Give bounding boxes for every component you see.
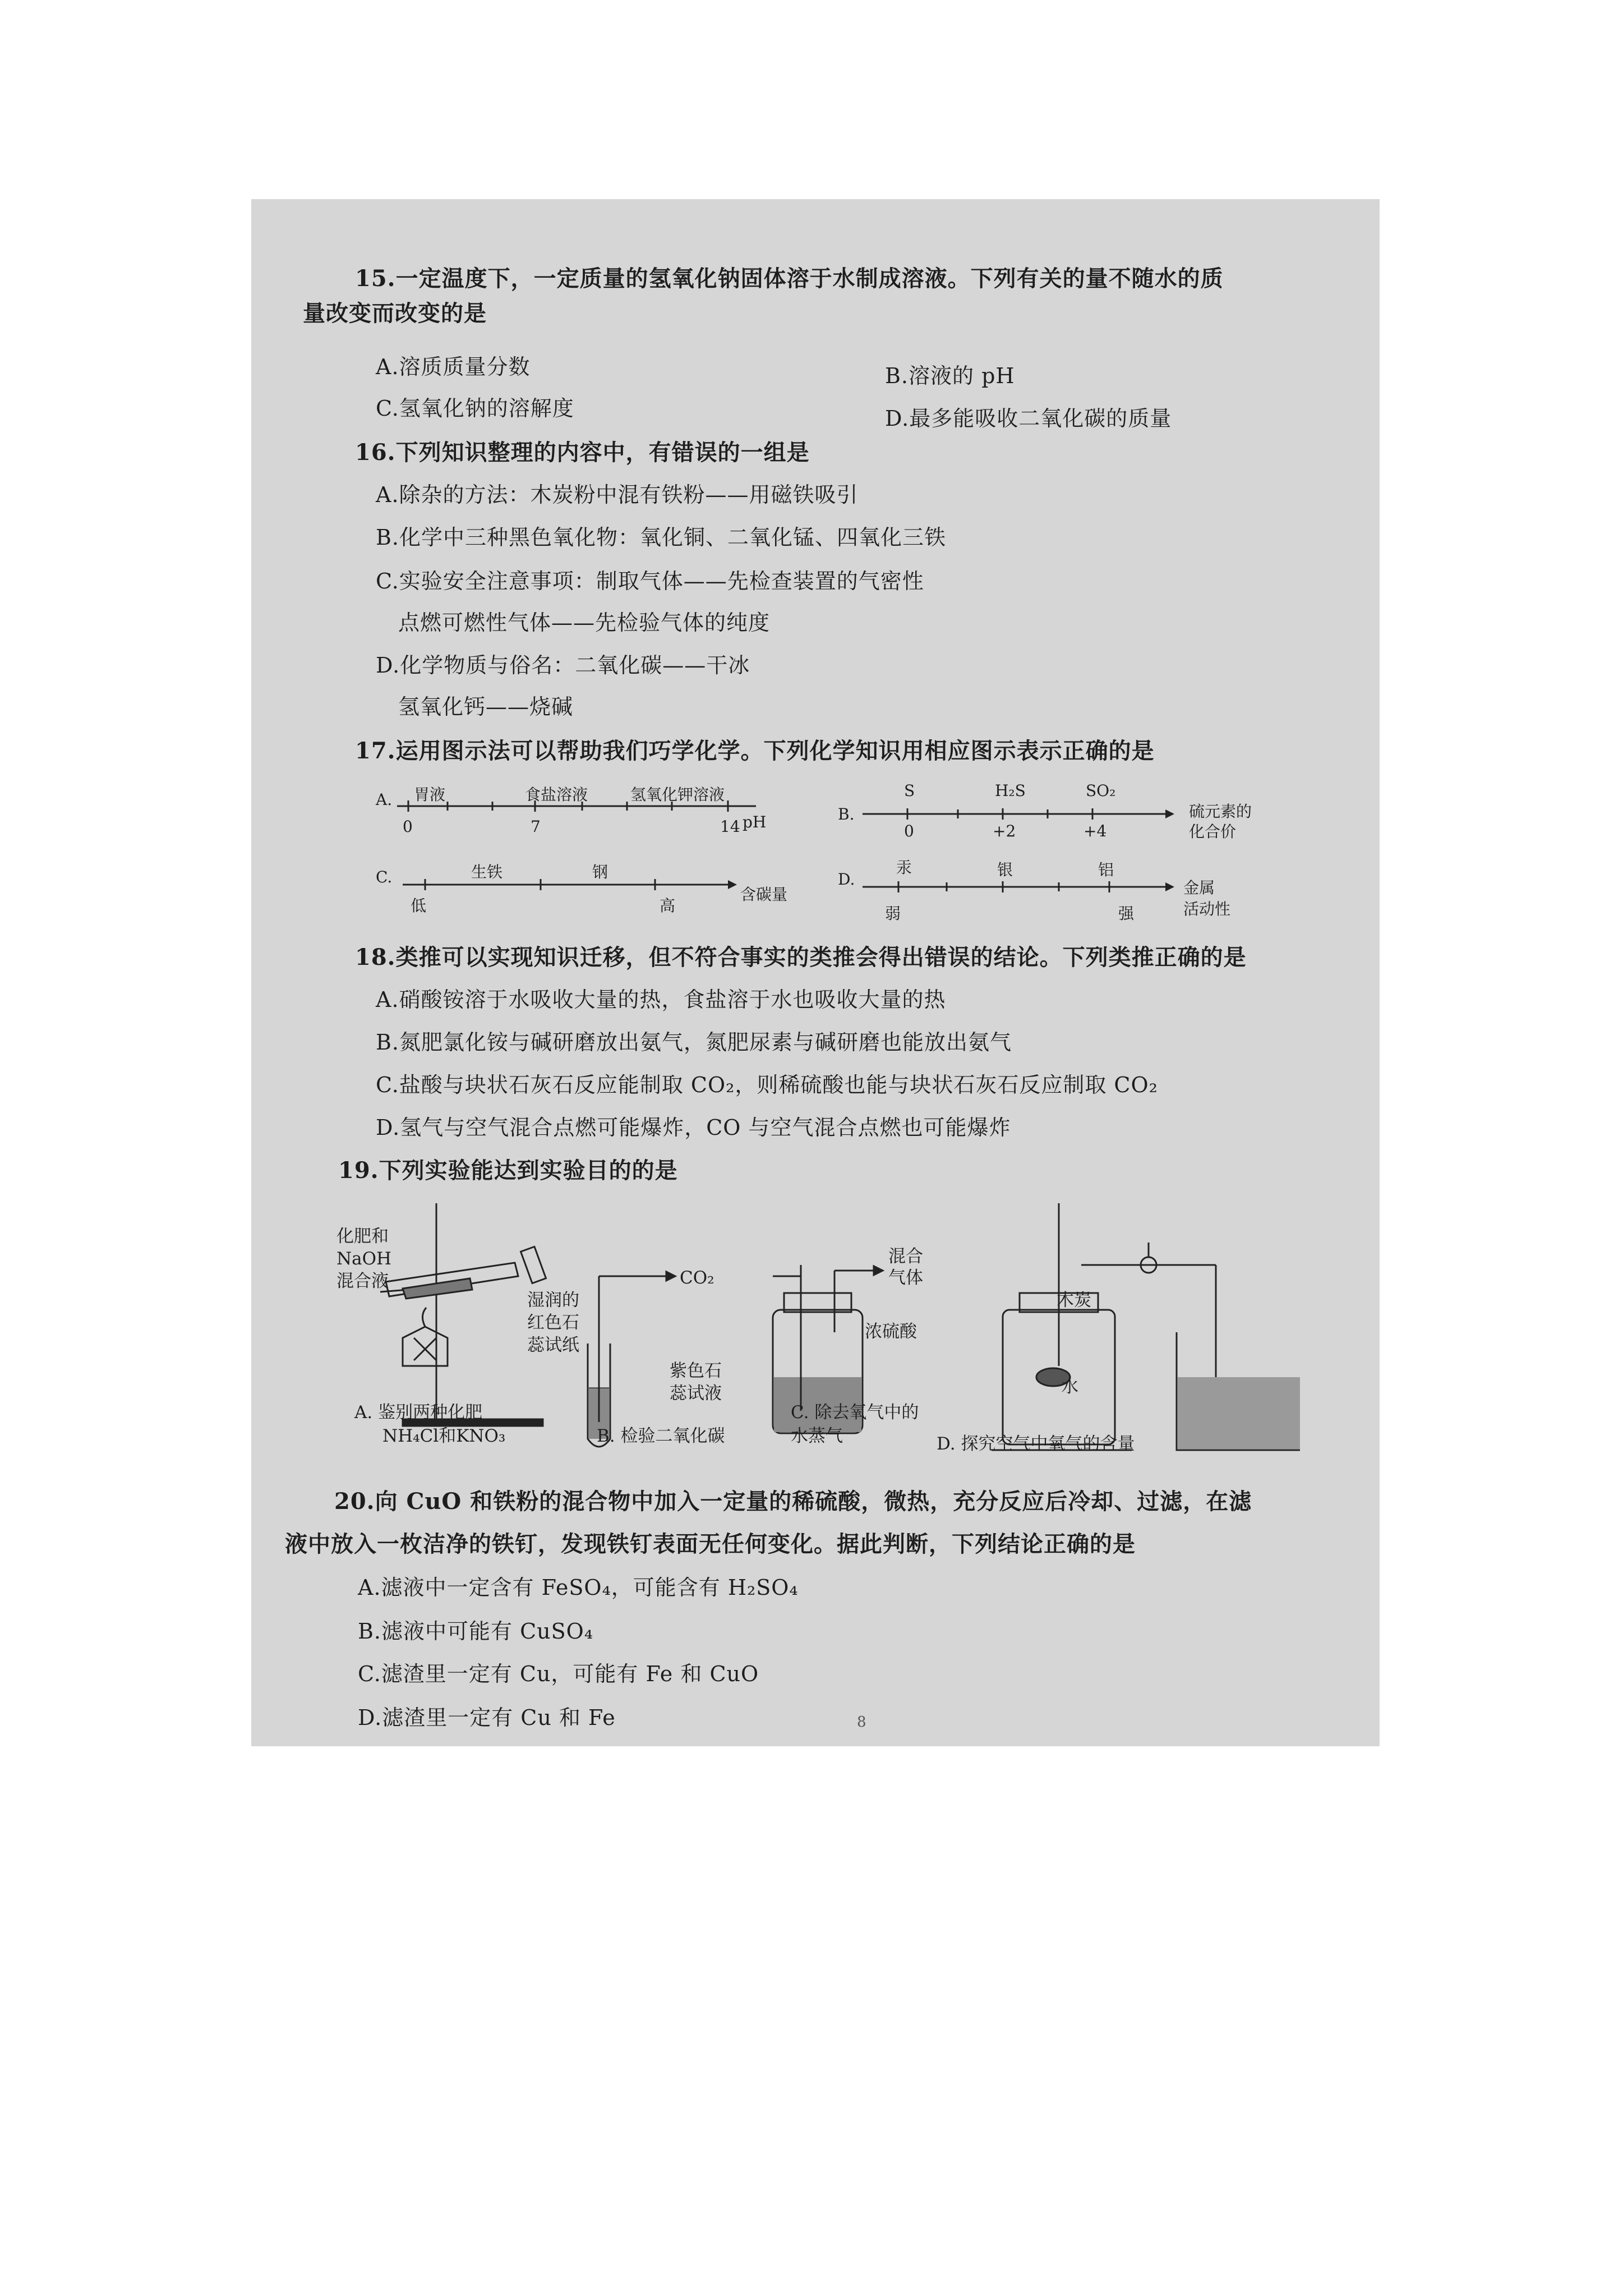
q19-c-liquid-label: 浓硫酸 bbox=[865, 1322, 917, 1342]
q17-c-tick-low: 低 bbox=[411, 896, 427, 915]
q17-a-item-salt: 食盐溶液 bbox=[525, 785, 588, 804]
q17-b-axis-label-1: 硫元素的 bbox=[1189, 802, 1252, 821]
q19-a-paper-label-3: 蕊试纸 bbox=[527, 1335, 579, 1355]
q17-b-item-s: S bbox=[904, 781, 915, 800]
q16-stem: 16.下列知识整理的内容中，有错误的一组是 bbox=[355, 439, 810, 466]
q19-a-mixture-label-3: 混合液 bbox=[336, 1271, 389, 1291]
q18-stem: 18.类推可以实现知识迁移，但不符合事实的类推会得出错误的结论。下列类推正确的是 bbox=[355, 944, 1247, 970]
q19-stem: 19.下列实验能达到实验目的的是 bbox=[338, 1157, 678, 1184]
q17-d-tick-weak: 弱 bbox=[885, 904, 901, 923]
q16-option-d-line2: 氢氧化钙——烧碱 bbox=[398, 694, 574, 719]
q16-option-d-line1: D.化学物质与俗名：二氧化碳——干冰 bbox=[376, 653, 750, 678]
q17-b-letter: B. bbox=[838, 805, 855, 823]
q17-d-axis-label-2: 活动性 bbox=[1183, 900, 1231, 918]
q19-a-caption-2: NH₄Cl和KNO₃ bbox=[382, 1426, 506, 1446]
q19-b-liquid-label-2: 蕊试液 bbox=[670, 1383, 722, 1404]
q19-a-heating-setup bbox=[380, 1203, 546, 1426]
q19-d-water-label: 水 bbox=[1061, 1377, 1078, 1397]
q17-d-item-silver: 银 bbox=[997, 861, 1013, 879]
q18-option-d: D.氢气与空气混合点燃可能爆炸，CO 与空气混合点燃也可能爆炸 bbox=[376, 1115, 1011, 1140]
q17-a-tick-0: 0 bbox=[403, 817, 413, 836]
q19-b-caption: B. 检验二氧化碳 bbox=[597, 1426, 725, 1446]
q17-a-tick-14: 14 bbox=[720, 817, 740, 836]
q19-d-caption: D. 探究空气中氧气的含量 bbox=[937, 1434, 1135, 1454]
q17-d-letter: D. bbox=[838, 870, 855, 889]
q19-c-caption-1: C. 除去氧气中的 bbox=[791, 1402, 919, 1423]
q17-c-item-pig-iron: 生铁 bbox=[471, 863, 503, 881]
q17-d-item-aluminum: 铝 bbox=[1098, 861, 1114, 879]
q19-a-caption-1: A. 鉴别两种化肥 bbox=[354, 1402, 483, 1423]
q19-a-mixture-label-1: 化肥和 bbox=[336, 1226, 389, 1246]
q17-c-tick-high: 高 bbox=[660, 896, 676, 915]
q20-stem-line2: 液中放入一枚洁净的铁钉，发现铁钉表面无任何变化。据此判断，下列结论正确的是 bbox=[285, 1531, 1136, 1557]
q17-a-letter: A. bbox=[376, 790, 393, 809]
q18-option-a: A.硝酸铵溶于水吸收大量的热，食盐溶于水也吸收大量的热 bbox=[376, 987, 946, 1012]
q19-a-paper-label-2: 红色石 bbox=[527, 1313, 579, 1333]
q15-stem-line1: 15.一定温度下，一定质量的氢氧化钠固体溶于水制成溶液。下列有关的量不随水的质 bbox=[355, 265, 1224, 292]
q15-option-d: D.最多能吸收二氧化碳的质量 bbox=[885, 406, 1172, 431]
q15-option-c: C.氢氧化钠的溶解度 bbox=[376, 396, 574, 421]
q16-option-b: B.化学中三种黑色氧化物：氧化铜、二氧化锰、四氧化三铁 bbox=[376, 525, 947, 550]
q17-b-tick-0: 0 bbox=[904, 822, 914, 840]
q15-option-a: A.溶质质量分数 bbox=[376, 355, 531, 379]
q17-c-axis-label: 含碳量 bbox=[740, 885, 788, 904]
q17-c-letter: C. bbox=[376, 868, 393, 886]
q15-stem-line2: 量改变而改变的是 bbox=[303, 300, 487, 326]
q20-option-c: C.滤渣里一定有 Cu，可能有 Fe 和 CuO bbox=[358, 1662, 759, 1686]
q17-c-item-steel: 钢 bbox=[592, 863, 608, 881]
q17-b-item-so2: SO₂ bbox=[1086, 781, 1116, 800]
q19-b-liquid-label-1: 紫色石 bbox=[670, 1361, 722, 1381]
q19-d-oxygen-setup bbox=[992, 1203, 1300, 1450]
q18-option-c: C.盐酸与块状石灰石反应能制取 CO₂，则稀硫酸也能与块状石灰石反应制取 CO₂ bbox=[376, 1073, 1158, 1097]
q20-option-a: A.滤液中一定含有 FeSO₄，可能含有 H₂SO₄ bbox=[358, 1575, 799, 1600]
q17-b-item-h2s: H₂S bbox=[995, 781, 1026, 800]
q19-d-charcoal-label: 木炭 bbox=[1057, 1290, 1091, 1310]
q19-c-gas-label-1: 混合 bbox=[888, 1246, 923, 1267]
q17-b-tick-4: +4 bbox=[1083, 822, 1107, 840]
q16-option-a: A.除杂的方法：木炭粉中混有铁粉——用磁铁吸引 bbox=[376, 482, 859, 507]
q16-option-c-line2: 点燃可燃性气体——先检验气体的纯度 bbox=[398, 610, 771, 635]
q19-a-paper-label-1: 湿润的 bbox=[527, 1290, 579, 1310]
page-number: 8 bbox=[857, 1714, 866, 1731]
q17-c-axis bbox=[403, 868, 762, 901]
q19-c-gas-label-2: 气体 bbox=[888, 1268, 923, 1288]
q17-a-item-gastric: 胃液 bbox=[414, 785, 446, 804]
q17-b-tick-2: +2 bbox=[993, 822, 1016, 840]
q19-b-test-tube bbox=[588, 1272, 675, 1447]
q17-b-axis-label-2: 化合价 bbox=[1189, 822, 1237, 841]
q18-option-b: B.氮肥氯化铵与碱研磨放出氨气，氮肥尿素与碱研磨也能放出氨气 bbox=[376, 1030, 1012, 1055]
q17-a-tick-7: 7 bbox=[531, 817, 541, 836]
q17-d-tick-strong: 强 bbox=[1118, 904, 1135, 923]
q19-a-mixture-label-2: NaOH bbox=[336, 1249, 392, 1269]
q20-option-d: D.滤渣里一定有 Cu 和 Fe bbox=[358, 1705, 616, 1730]
q19-b-gas-label: CO₂ bbox=[680, 1268, 714, 1288]
q20-stem-line1: 20.向 CuO 和铁粉的混合物中加入一定量的稀硫酸，微热，充分反应后冷却、过滤，在滤 bbox=[334, 1488, 1252, 1515]
q20-option-b: B.滤液中可能有 CuSO₄ bbox=[358, 1619, 594, 1644]
q17-d-axis-label-1: 金属 bbox=[1183, 878, 1215, 897]
exam-photo bbox=[251, 199, 1380, 1746]
q16-option-c-line1: C.实验安全注意事项：制取气体——先检查装置的气密性 bbox=[376, 569, 924, 593]
q19-c-caption-2: 水蒸气 bbox=[791, 1426, 843, 1446]
q17-a-unit: pH bbox=[743, 813, 767, 831]
q17-a-item-koh: 氢氧化钾溶液 bbox=[630, 785, 725, 804]
q17-d-item-mercury: 汞 bbox=[896, 858, 912, 877]
q15-option-b: B.溶液的 pH bbox=[885, 364, 1015, 388]
q17-stem: 17.运用图示法可以帮助我们巧学化学。下列化学知识用相应图示表示正确的是 bbox=[355, 738, 1155, 764]
